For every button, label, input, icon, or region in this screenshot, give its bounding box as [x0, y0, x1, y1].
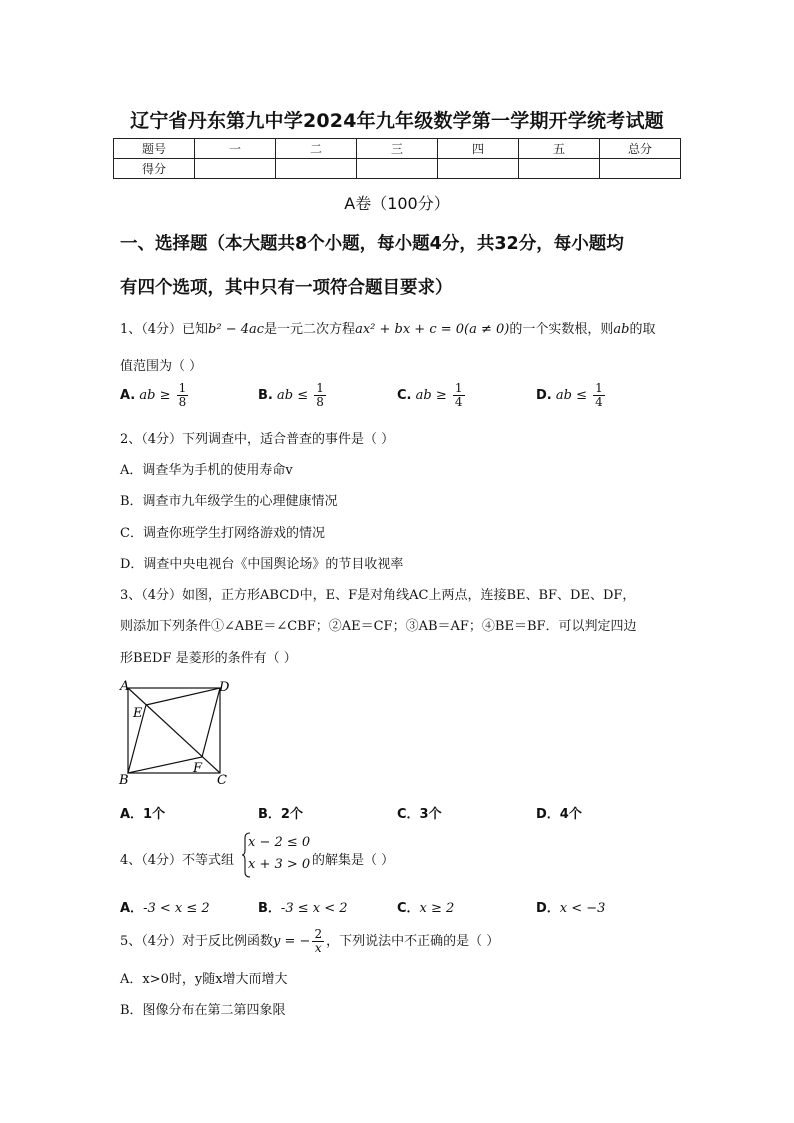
diagonal-ac — [128, 688, 220, 773]
score-cell[interactable] — [195, 159, 276, 179]
fraction — [593, 382, 605, 409]
option-letter: D. — [536, 388, 552, 403]
label-b: B — [119, 773, 129, 788]
option-expr: -3 ≤ x < 2 — [280, 901, 348, 916]
score-cell[interactable] — [357, 159, 438, 179]
q1-expr-equation: ax² + bx + c = 0(a ≠ 0) — [355, 322, 510, 337]
score-cell[interactable] — [276, 159, 357, 179]
q4-option-a[interactable] — [120, 897, 210, 916]
q1-option-d[interactable] — [536, 382, 607, 409]
label-f: F — [193, 761, 203, 776]
q5-option-b[interactable]: B．图像分布在第二第四象限 — [120, 1003, 286, 1018]
exam-title: 辽宁省丹东第九中学2024年九年级数学第一学期开学统考试题 — [130, 110, 664, 132]
numerator: 1 — [178, 381, 187, 395]
numerator: 2 — [314, 927, 323, 941]
label-e: E — [133, 706, 143, 721]
q3-stem-line2: 则添加下列条件①∠ABE＝∠CBF；②AE＝CF；③AB＝AF；④BE＝BF．可以判定四边 — [120, 619, 637, 634]
q4-option-b[interactable] — [258, 897, 348, 916]
option-expr: ab ≥ — [415, 388, 447, 403]
denominator: 8 — [316, 395, 324, 409]
q1-option-a[interactable] — [120, 382, 190, 409]
fraction — [453, 382, 465, 409]
score-table-header-row — [114, 139, 681, 159]
option-letter: C． — [397, 901, 420, 916]
q4-inequality-1: x − 2 ≤ 0 — [248, 835, 311, 850]
row-label: 得分 — [114, 159, 195, 179]
option-letter: B. — [258, 388, 273, 403]
numerator: 1 — [454, 381, 463, 395]
q3-option-d[interactable]: D．4个 — [536, 807, 582, 822]
score-table-score-row — [114, 159, 681, 179]
q3-stem-line3: 形BEDF 是菱形的条件有（ ） — [120, 651, 297, 666]
square-diagram — [110, 672, 240, 792]
q4-inequality-system — [248, 832, 310, 876]
score-cell[interactable] — [600, 159, 681, 179]
part1-heading-line2: 有四个选项，其中只有一项符合题目要求） — [120, 278, 453, 298]
denominator: 4 — [595, 395, 603, 409]
header-cell: 题号 — [114, 139, 195, 159]
q4-suffix: 的解集是（ ） — [312, 853, 395, 868]
header-cell: 总分 — [600, 139, 681, 159]
q5-suffix: ，下列说法中不正确的是（ ） — [326, 934, 500, 949]
fraction — [314, 382, 326, 409]
option-expr: x ≥ 2 — [419, 901, 455, 916]
option-letter: D． — [536, 901, 560, 916]
q1-stem-line1 — [120, 318, 655, 337]
label-a: A — [120, 679, 130, 694]
denominator: 4 — [454, 395, 463, 409]
q2-stem: 2、（4分）下列调查中，适合普查的事件是（ ） — [120, 432, 395, 447]
q5-option-a[interactable]: A．x>0时，y随x增大而增大 — [120, 972, 288, 987]
numerator: 1 — [595, 381, 603, 395]
q3-option-a[interactable]: A．1个 — [120, 807, 166, 822]
q1-stem-line2: 值范围为（ ） — [120, 359, 203, 374]
option-expr: -3 < x ≤ 2 — [143, 901, 210, 916]
header-cell: 一 — [195, 139, 276, 159]
q1-prefix: 1、（4分）已知 — [120, 322, 209, 337]
header-cell: 三 — [357, 139, 438, 159]
q1-expr-discriminant: b² − 4ac — [208, 322, 265, 337]
q5-stem — [120, 928, 499, 955]
q2-option-b[interactable]: B．调查市九年级学生的心理健康情况 — [120, 494, 338, 509]
q1-mid: 是一元二次方程 — [264, 322, 356, 337]
option-letter: A. — [120, 388, 136, 403]
option-letter: C. — [397, 388, 412, 403]
header-cell: 二 — [276, 139, 357, 159]
score-cell[interactable] — [519, 159, 600, 179]
q3-option-c[interactable]: C．3个 — [397, 807, 442, 822]
denominator: x — [314, 941, 322, 955]
option-expr: x < −3 — [559, 901, 606, 916]
q2-option-a[interactable]: A．调查华为手机的使用寿命v — [120, 463, 293, 478]
q3-option-b[interactable]: B．2个 — [258, 807, 303, 822]
fraction — [312, 928, 324, 955]
q4-option-c[interactable] — [397, 897, 454, 916]
q5-function: y = − — [273, 934, 311, 949]
numerator: 1 — [316, 381, 324, 395]
q1-option-c[interactable] — [397, 382, 467, 409]
score-cell[interactable] — [438, 159, 519, 179]
option-expr: ab ≤ — [555, 388, 587, 403]
q2-option-c[interactable]: C．调查你班学生打网络游戏的情况 — [120, 526, 325, 541]
denominator: 8 — [178, 395, 187, 409]
label-c: C — [217, 773, 227, 788]
q4-inequality-2: x + 3 > 0 — [248, 857, 311, 872]
q5-prefix: 5、（4分）对于反比例函数 — [120, 934, 274, 949]
option-letter: B． — [258, 901, 281, 916]
part1-heading-line1: 一、选择题（本大题共8个小题，每小题4分，共32分，每小题均 — [120, 234, 624, 254]
q1-suffix: 的一个实数根，则 — [509, 322, 614, 337]
q2-option-d[interactable]: D．调查中央电视台《中国舆论场》的节目收视率 — [120, 557, 404, 572]
option-letter: A． — [120, 901, 144, 916]
label-d: D — [219, 680, 230, 695]
q4-prefix: 4、（4分）不等式组 — [120, 853, 235, 868]
fraction — [177, 382, 189, 409]
header-cell: 五 — [519, 139, 600, 159]
option-expr: ab ≤ — [277, 388, 309, 403]
q1-ab: ab — [613, 322, 630, 337]
q4-option-d[interactable] — [536, 897, 605, 916]
score-table — [113, 138, 681, 179]
q3-stem-line1: 3、（4分）如图，正方形ABCD中，E、F是对角线AC上两点，连接BE、BF、DE、DF， — [120, 588, 636, 603]
q1-tail: 的取 — [629, 322, 656, 337]
section-a-heading: A卷（100分） — [344, 194, 450, 213]
header-cell: 四 — [438, 139, 519, 159]
option-expr: ab ≥ — [139, 388, 171, 403]
q1-option-b[interactable] — [258, 382, 328, 409]
